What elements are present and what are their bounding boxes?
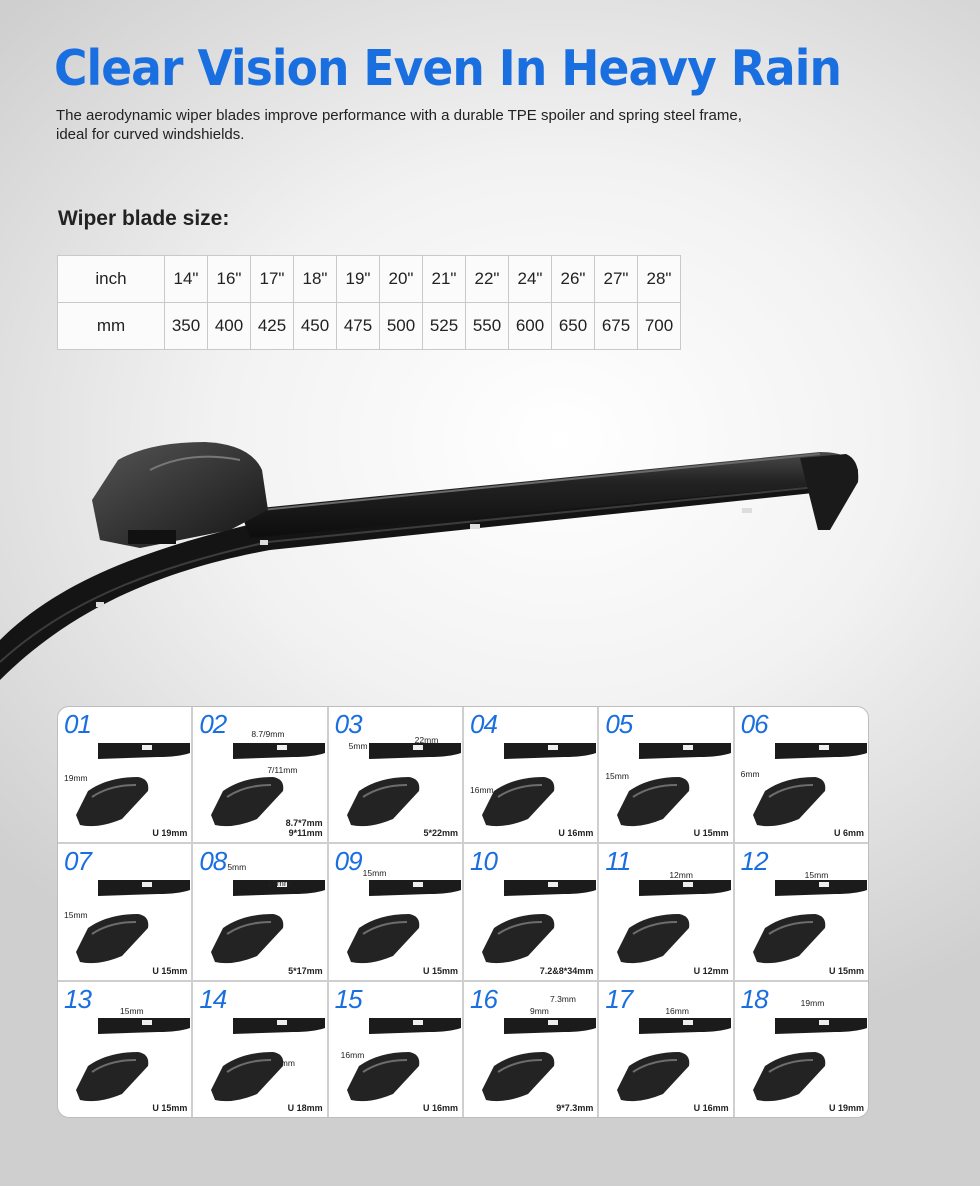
adapter-caption: U 18mm	[287, 1102, 323, 1113]
adapter-caption: U 16mm	[558, 828, 594, 839]
adapter-cell	[599, 844, 732, 979]
size-cell-mm: 700	[638, 303, 681, 350]
adapter-dimension-label: 15mm	[605, 771, 629, 781]
adapter-dimension-label: 15mm	[120, 1005, 144, 1016]
arm-slot-shape	[819, 745, 829, 750]
adapter-shape	[482, 1052, 554, 1101]
adapter-shape	[76, 1052, 148, 1101]
adapter-dimension-label: 19mm	[800, 997, 825, 1008]
size-cell-mm: 600	[509, 303, 552, 350]
adapter-shape	[76, 777, 148, 826]
adapter-shape	[347, 777, 419, 826]
unit-label-inch: inch	[58, 256, 165, 303]
adapter-number: 16	[469, 983, 497, 1014]
adapter-caption: U 19mm	[828, 1102, 864, 1113]
size-cell-mm: 650	[552, 303, 595, 350]
adapter-dimension-label: 16mm	[469, 785, 494, 795]
adapter-cell	[193, 844, 326, 979]
size-table-heading: Wiper blade size:	[58, 207, 230, 230]
adapter-number: 14	[199, 983, 227, 1014]
wiper-blade-image	[0, 430, 880, 690]
arm-slot-shape	[142, 882, 152, 887]
arm-slot-shape	[548, 882, 558, 887]
adapter-number: 08	[199, 846, 227, 877]
adapter-caption: U 15mm	[828, 965, 864, 976]
size-cell-mm: 450	[294, 303, 337, 350]
adapter-number: 13	[64, 983, 91, 1014]
adapter-caption: 9*7.3mm	[556, 1102, 594, 1113]
size-cell-inch: 22"	[466, 256, 509, 303]
arm-slot-shape	[683, 882, 693, 887]
size-cell-mm: 350	[165, 303, 208, 350]
adapter-cell	[599, 982, 732, 1117]
arm-slot-shape	[277, 1020, 287, 1025]
adapter-shape	[76, 914, 148, 963]
adapter-cell	[329, 844, 462, 979]
size-cell-inch: 20"	[380, 256, 423, 303]
adapter-shape	[617, 1052, 689, 1101]
adapter-number: 05	[605, 709, 633, 739]
adapter-caption: 7.2&8*34mm	[539, 965, 594, 976]
page-subtitle: The aerodynamic wiper blades improve performance with a durable TPE spoiler and spring steel frame, ideal for curved windshields.	[56, 107, 742, 143]
adapter-shape	[617, 777, 689, 826]
arm-slot-shape	[413, 745, 423, 750]
adapter-shape	[753, 777, 825, 826]
adapter-cell	[193, 982, 326, 1117]
arm-slot-shape	[413, 882, 423, 887]
arm-slot-shape	[819, 1020, 829, 1025]
adapter-number: 18	[740, 983, 768, 1014]
arm-slot-shape	[413, 1020, 423, 1025]
adapter-cell	[58, 707, 191, 842]
size-cell-inch: 21"	[423, 256, 466, 303]
adapter-dimension-label: 19mm	[64, 773, 88, 783]
adapter-dimension-label: 17mm	[267, 878, 291, 889]
adapter-dimension-label: 16mm	[340, 1049, 365, 1060]
adapter-shape	[482, 914, 554, 963]
adapter-caption: U 6mm	[833, 828, 864, 839]
adapter-caption: U 15mm	[422, 965, 458, 976]
adapter-cell	[193, 707, 326, 842]
adapter-dimension-label: 7.3mm	[549, 993, 576, 1004]
adapter-dimension-label: 15mm	[804, 870, 829, 881]
size-cell-inch: 19"	[337, 256, 380, 303]
adapter-number: 10	[469, 846, 497, 877]
adapter-number: 06	[740, 709, 768, 739]
arm-slot-shape	[683, 1020, 693, 1025]
adapter-number: 01	[64, 709, 91, 739]
adapter-number: 07	[64, 846, 91, 877]
adapter-number: 11	[605, 846, 631, 877]
size-cell-mm: 675	[595, 303, 638, 350]
size-cell-mm: 550	[466, 303, 509, 350]
adapter-caption: U 19mm	[152, 828, 188, 839]
adapter-shape	[753, 914, 825, 963]
adapter-caption: 5*17mm	[288, 965, 323, 976]
size-cell-inch: 14"	[165, 256, 208, 303]
size-cell-inch: 26"	[552, 256, 595, 303]
arm-slot-shape	[277, 745, 287, 750]
adapter-dimension-label: 22mm	[414, 735, 439, 745]
adapter-caption: U 16mm	[422, 1102, 458, 1113]
adapter-shape	[347, 914, 419, 963]
adapter-dimension-label: 7/11mm	[267, 765, 298, 775]
adapter-number: 15	[334, 983, 362, 1014]
adapter-caption: U 15mm	[152, 1102, 188, 1113]
adapter-dimension-label: 15mm	[362, 868, 387, 879]
adapter-caption: U 12mm	[693, 965, 729, 976]
adapter-caption: U 15mm	[152, 965, 188, 976]
adapter-cell	[464, 844, 597, 979]
unit-label-mm: mm	[58, 303, 165, 350]
adapter-cell	[735, 844, 868, 979]
arm-slot-shape	[819, 882, 829, 887]
arm-slot-shape	[683, 745, 693, 750]
adapter-dimension-label: 9mm	[529, 1005, 549, 1016]
adapter-dimension-label: 15mm	[64, 910, 88, 921]
adapter-cell	[735, 982, 868, 1117]
size-cell-mm: 525	[423, 303, 466, 350]
arm-slot-shape	[142, 1020, 152, 1025]
adapter-cell	[329, 707, 462, 842]
adapter-cell	[735, 707, 868, 842]
adapter-caption: U 16mm	[693, 1102, 729, 1113]
adapter-dimension-label: 6mm	[740, 769, 760, 779]
adapter-shape	[211, 777, 283, 826]
adapter-dimension-label: 16mm	[665, 1005, 689, 1016]
adapter-dimension-label: 5mm	[348, 741, 368, 751]
size-cell-inch: 24"	[509, 256, 552, 303]
adapter-grid	[57, 706, 869, 1118]
adapter-cell	[464, 707, 597, 842]
adapter-number: 12	[740, 846, 768, 877]
adapter-cell	[58, 982, 191, 1117]
adapter-number: 04	[469, 709, 497, 739]
adapter-cell	[58, 844, 191, 979]
adapter-shape	[211, 914, 283, 963]
size-cell-inch: 27"	[595, 256, 638, 303]
size-cell-mm: 475	[337, 303, 380, 350]
size-cell-mm: 500	[380, 303, 423, 350]
adapter-dimension-label: 12mm	[669, 870, 693, 881]
adapter-cell	[464, 982, 597, 1117]
arm-slot-shape	[548, 1020, 558, 1025]
size-table	[57, 255, 681, 350]
page-title: Clear Vision Even In Heavy Rain	[54, 40, 841, 97]
adapter-dimension-label: 5mm	[227, 862, 247, 873]
adapter-number: 09	[334, 846, 362, 877]
size-cell-mm: 425	[251, 303, 294, 350]
adapter-number: 03	[334, 709, 362, 739]
size-row-inch	[58, 256, 681, 303]
adapter-caption: 5*22mm	[423, 828, 458, 839]
adapter-number: 02	[199, 709, 227, 739]
size-cell-inch: 17"	[251, 256, 294, 303]
arm-slot-shape	[548, 745, 558, 750]
size-cell-inch: 16"	[208, 256, 251, 303]
adapter-cell	[329, 982, 462, 1117]
arm-slot-shape	[142, 745, 152, 750]
size-row-mm	[58, 303, 681, 350]
adapter-dimension-label: 18mm	[271, 1057, 295, 1068]
adapter-shape	[753, 1052, 825, 1101]
adapter-shape	[617, 914, 689, 963]
adapter-dimension-label: 8.7/9mm	[251, 729, 285, 739]
adapter-caption: 8.7*7mm 9*11mm	[285, 818, 323, 839]
adapter-caption: U 15mm	[693, 828, 729, 839]
adapter-number: 17	[605, 983, 633, 1014]
adapter-cell	[599, 707, 732, 842]
size-cell-inch: 18"	[294, 256, 337, 303]
size-cell-inch: 28"	[638, 256, 681, 303]
size-cell-mm: 400	[208, 303, 251, 350]
